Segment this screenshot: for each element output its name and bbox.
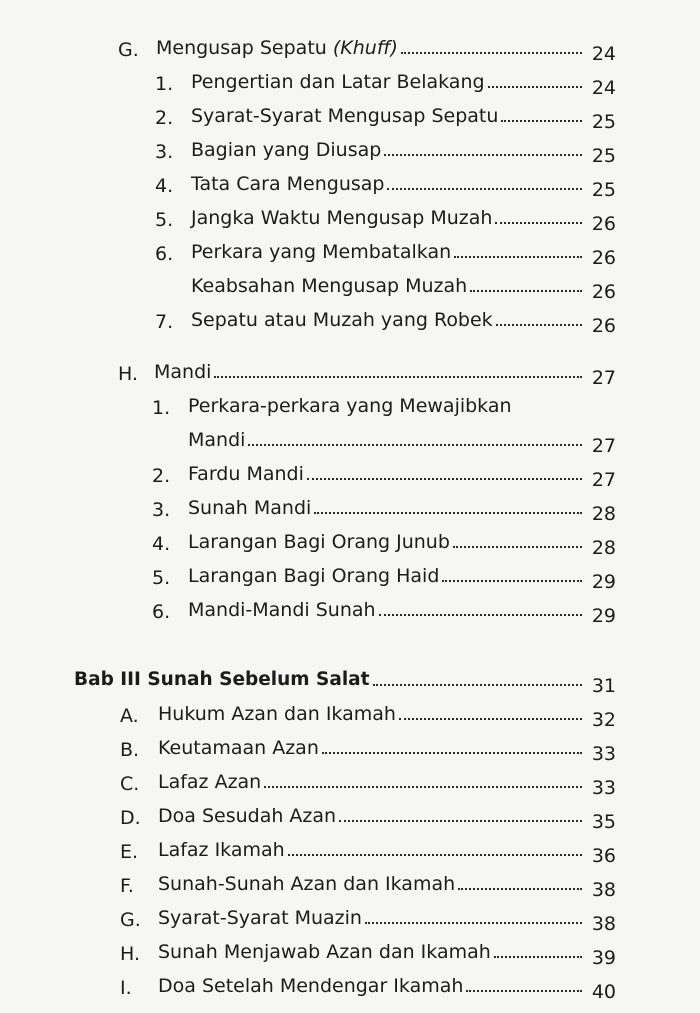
entry-number: I. xyxy=(120,977,132,999)
entry-number: 7. xyxy=(155,311,174,333)
dot-leader xyxy=(322,752,582,754)
entry-title: Bab III Sunah Sebelum Salat xyxy=(74,669,370,690)
dot-leader xyxy=(466,990,582,992)
page-number: 26 xyxy=(591,315,616,337)
dot-leader xyxy=(458,888,582,890)
entry-number: 2. xyxy=(152,465,171,487)
entry-title: Tata Cara Mengusap xyxy=(191,173,385,195)
page-number: 29 xyxy=(591,571,616,593)
toc-entry xyxy=(118,352,616,389)
page-number: 33 xyxy=(591,777,616,799)
toc-entry xyxy=(152,556,616,593)
dot-leader xyxy=(379,614,582,616)
entry-title: Mandi-Mandi Sunah xyxy=(188,599,376,621)
page-number: 24 xyxy=(591,43,616,65)
page-number: 36 xyxy=(591,845,616,867)
page-number: 33 xyxy=(591,743,616,765)
toc-entry xyxy=(120,694,616,731)
chapter-entry xyxy=(74,660,616,697)
entry-title: Mandi xyxy=(154,361,212,383)
page-number: 28 xyxy=(591,503,616,525)
entry-title: Fardu Mandi xyxy=(188,463,304,485)
entry-title: Sepatu atau Muzah yang Robek xyxy=(191,309,493,331)
dot-leader xyxy=(496,324,582,326)
entry-title: Perkara yang Membatalkan xyxy=(191,241,452,263)
dot-leader xyxy=(399,718,582,720)
entry-number: E. xyxy=(120,841,139,863)
dot-leader xyxy=(453,546,582,548)
toc-entry xyxy=(155,198,616,235)
page-number: 27 xyxy=(591,469,616,491)
dot-leader xyxy=(495,222,582,224)
page-number: 40 xyxy=(591,981,616,1003)
dot-leader xyxy=(373,684,583,686)
entry-number: 5. xyxy=(152,567,171,589)
dot-leader xyxy=(264,786,582,788)
entry-number: 1. xyxy=(155,73,174,95)
entry-title: Lafaz Azan xyxy=(158,771,262,793)
entry-number: A. xyxy=(120,705,139,727)
dot-leader xyxy=(387,188,582,190)
entry-number: 1. xyxy=(152,397,171,419)
entry-title: Sunah Mandi xyxy=(188,497,312,519)
entry-number: F. xyxy=(120,875,134,897)
toc-entry xyxy=(120,898,616,935)
entry-number: G. xyxy=(120,909,141,931)
entry-title: Larangan Bagi Orang Junub xyxy=(188,531,450,553)
dot-leader xyxy=(307,478,582,480)
dot-leader xyxy=(248,444,582,446)
toc-entry xyxy=(152,454,616,491)
page-number: 28 xyxy=(591,537,616,559)
entry-title-italic: (Khuff) xyxy=(332,37,398,59)
toc-entry xyxy=(155,232,616,269)
toc-entry xyxy=(120,762,616,799)
toc-entry xyxy=(152,522,616,559)
page-number: 39 xyxy=(591,947,616,969)
page-number: 31 xyxy=(591,675,616,697)
toc-entry xyxy=(155,164,616,201)
dot-leader xyxy=(470,290,582,292)
entry-title: Doa Sesudah Azan xyxy=(158,805,337,827)
page-number: 38 xyxy=(591,913,616,935)
entry-number: B. xyxy=(120,739,140,761)
entry-title: Lafaz Ikamah xyxy=(158,839,285,861)
toc-entry xyxy=(120,796,616,833)
entry-title: Syarat-Syarat Mengusap Sepatu xyxy=(191,105,499,127)
dot-leader xyxy=(488,86,582,88)
dot-leader xyxy=(339,820,582,822)
page-number: 27 xyxy=(591,367,616,389)
page-number: 25 xyxy=(591,145,616,167)
page-number: 26 xyxy=(591,281,616,303)
page-number: 26 xyxy=(591,213,616,235)
page-number: 35 xyxy=(591,811,616,833)
page-number: 32 xyxy=(591,709,616,731)
entry-number: 4. xyxy=(152,533,171,555)
dot-leader xyxy=(365,922,582,924)
toc-entry xyxy=(152,590,616,627)
toc-entry xyxy=(155,62,616,99)
toc-entry xyxy=(155,130,616,167)
entry-title: Syarat-Syarat Muazin xyxy=(158,907,362,929)
entry-title: Bagian yang Diusap xyxy=(191,139,382,161)
entry-number: 4. xyxy=(155,175,174,197)
entry-number: 3. xyxy=(152,499,171,521)
page-number: 24 xyxy=(591,77,616,99)
toc-entry xyxy=(152,386,616,420)
dot-leader xyxy=(501,120,582,122)
toc-entry xyxy=(120,932,616,969)
entry-number: H. xyxy=(118,363,138,385)
entry-title: Perkara-perkara yang Mewajibkan xyxy=(188,395,512,417)
entry-number: 3. xyxy=(155,141,174,163)
entry-number: C. xyxy=(120,773,140,795)
dot-leader xyxy=(384,154,582,156)
dot-leader xyxy=(494,956,582,958)
dot-leader xyxy=(442,580,582,582)
dot-leader xyxy=(401,52,582,54)
toc-entry xyxy=(155,300,616,337)
toc-entry xyxy=(120,830,616,867)
entry-title: Hukum Azan dan Ikamah xyxy=(158,703,396,725)
entry-title: Keabsahan Mengusap Muzah xyxy=(191,275,468,297)
dot-leader xyxy=(214,376,582,378)
page-number: 29 xyxy=(591,605,616,627)
entry-title: Sunah-Sunah Azan dan Ikamah xyxy=(158,873,456,895)
toc-entry xyxy=(155,266,616,303)
entry-title: Pengertian dan Latar Belakang xyxy=(191,71,485,93)
entry-title: Sunah Menjawab Azan dan Ikamah xyxy=(158,941,491,963)
entry-title: Mandi xyxy=(188,429,246,451)
entry-title: Larangan Bagi Orang Haid xyxy=(188,565,440,587)
entry-title: Keutamaan Azan xyxy=(158,737,319,759)
entry-number: 6. xyxy=(155,243,174,265)
entry-number: H. xyxy=(120,943,140,965)
entry-number: G. xyxy=(118,39,139,61)
toc-entry xyxy=(118,28,616,65)
toc-entry xyxy=(152,420,616,457)
entry-number: 2. xyxy=(155,107,174,129)
toc-entry xyxy=(152,488,616,525)
entry-number: D. xyxy=(120,807,141,829)
page-number: 27 xyxy=(591,435,616,457)
page-number: 25 xyxy=(591,111,616,133)
entry-number: 5. xyxy=(155,209,174,231)
toc-entry xyxy=(120,966,616,1003)
dot-leader xyxy=(314,512,582,514)
dot-leader xyxy=(454,256,582,258)
page-number: 26 xyxy=(591,247,616,269)
toc-entry xyxy=(120,728,616,765)
entry-title: Mengusap Sepatu (Khuff) xyxy=(156,37,398,59)
toc-entry xyxy=(155,96,616,133)
entry-title: Doa Setelah Mendengar Ikamah xyxy=(158,975,464,997)
page-number: 25 xyxy=(591,179,616,201)
entry-title: Jangka Waktu Mengusap Muzah xyxy=(191,207,493,229)
dot-leader xyxy=(288,854,582,856)
toc-entry xyxy=(120,864,616,901)
entry-number: 6. xyxy=(152,601,171,623)
page-number: 38 xyxy=(591,879,616,901)
